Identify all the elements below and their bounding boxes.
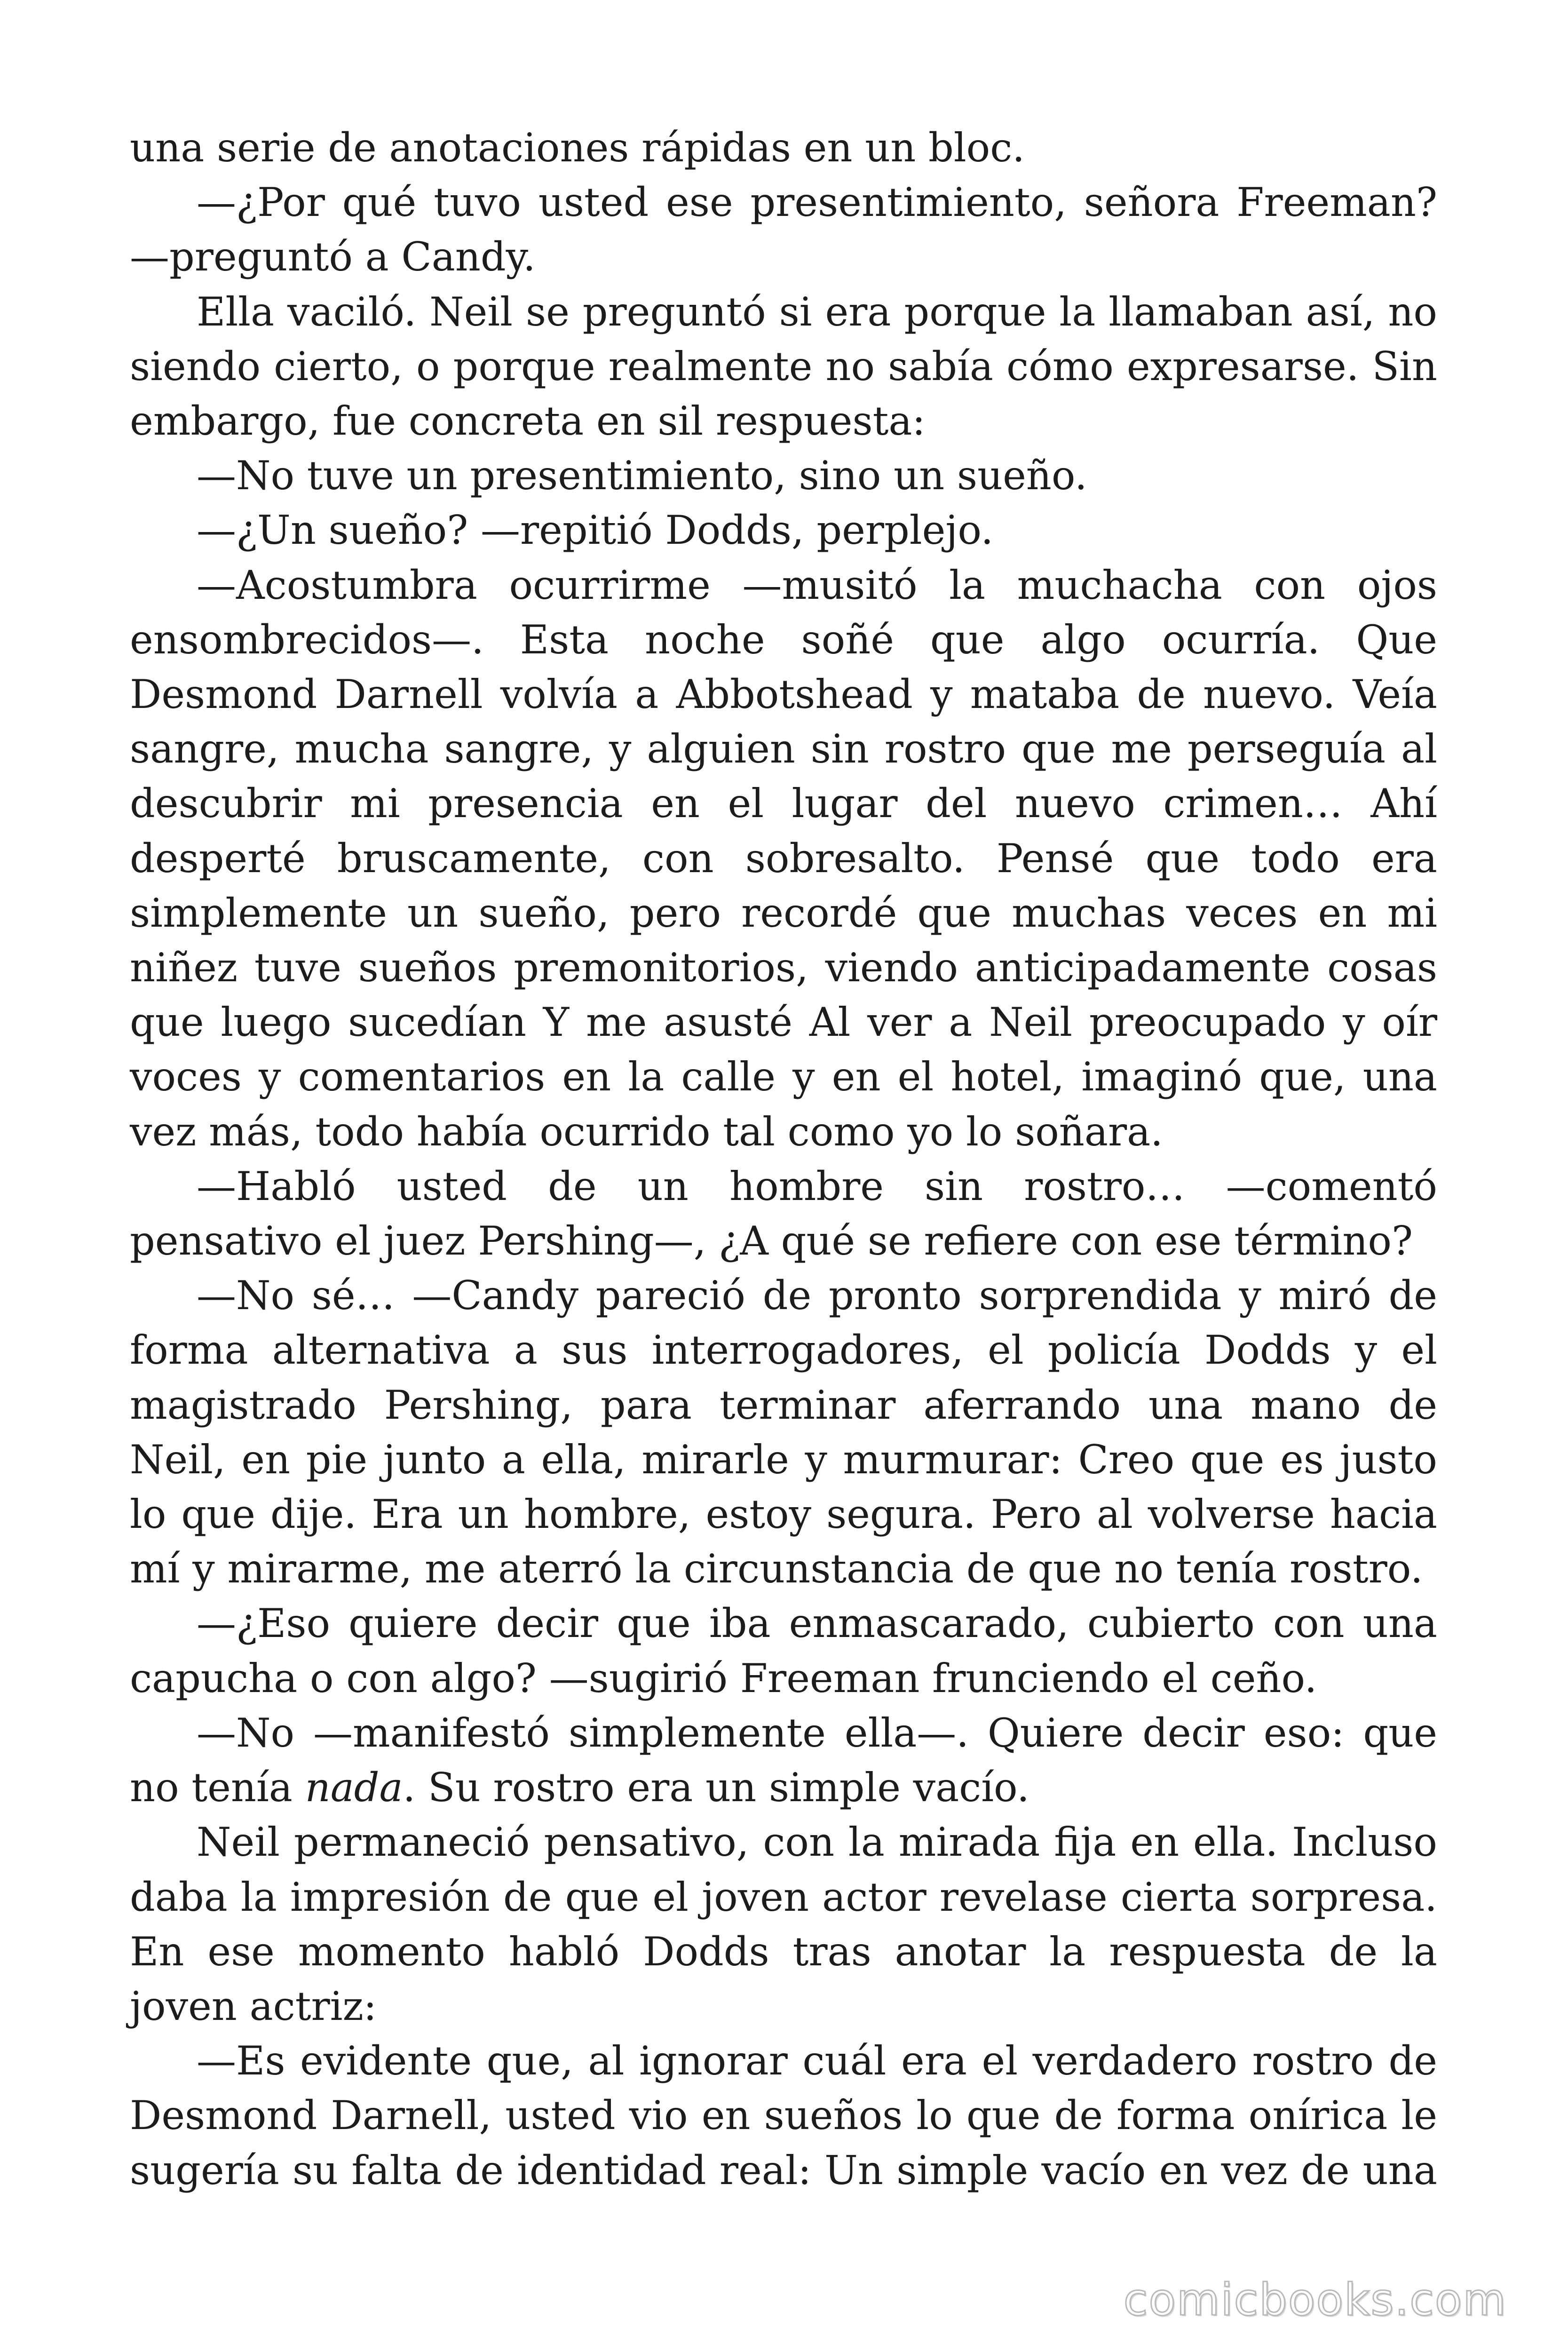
paragraph: —No tuve un presentimiento, sino un sueño. — [197, 453, 1087, 499]
paragraph: —Es evidente que, al ignorar cuál era el verdadero rostro de Desmond Darnell, usted vio en sueños lo que de forma onírica le sugería su falta de identidad real: Un simple vacío en vez de una — [130, 2038, 1437, 2193]
paragraph: Ella vaciló. Neil se preguntó si era porque la llamaban así, no siendo cierto, o porque realmente no sabía cómo expresarse. Sin embargo, fue concreta en sil respuesta: — [130, 288, 1437, 445]
paragraph: —¿Un sueño? —repitió Dodds, perplejo. — [197, 507, 994, 554]
paragraph: —No sé… —Candy pareció de pronto sorprendida y miró de forma alternativa a sus interrogadores, el policía Dodds y el magistrado Pershing, para terminar aferrando una mano de Neil, en pie junto a ella, mirarle y murmurar: Creo que es justo lo que dije. Era un hombre, estoy segura. Pero al volverse hacia mí y mirarme, me aterró la circunstancia de que no tenía rostro. — [130, 1272, 1437, 1592]
paragraph: Neil permaneció pensativo, con la mirada fija en ella. Incluso daba la impresión de que el joven actor revelase cierta sorpresa. En ese momento habló Dodds tras anotar la respuesta de la joven actriz: — [130, 1819, 1437, 2029]
watermark-logo: comicbooks.com — [1123, 2274, 1507, 2326]
paragraph: —Habló usted de un hombre sin rostro… —comentó pensativo el juez Pershing—, ¿A qué se refiere con ese término? — [130, 1163, 1437, 1264]
paragraph: —¿Por qué tuvo usted ese presentimiento, señora Freeman? —preguntó a Candy. — [130, 179, 1437, 280]
paragraph-text: . Su rostro era un simple vacío. — [403, 1764, 1029, 1811]
paragraph: —Acostumbra ocurrirme —musitó la muchacha con ojos ensombrecidos—. Esta noche soñé que algo ocurría. Que Desmond Darnell volvía a Abbotshead y mataba de nuevo. Veía sangre, mucha sangre, y alguien sin rostro que me perseguía al descubrir mi presencia en el lugar del nuevo crimen… Ahí desperté bruscamente, con sobresalto. Pensé que todo era simplemente un sueño, pero recordé que muchas veces en mi niñez tuve sueños premonitorios, viendo anticipadamente cosas que luego sucedían Y me asusté Al ver a Neil preocupado y oír voces y comentarios en la calle y en el hotel, imaginó que, una vez más, todo había ocurrido tal como yo lo soñara. — [130, 562, 1437, 1155]
emphasis-text: nada — [305, 1764, 403, 1811]
paragraph: una serie de anotaciones rápidas en un bloc. — [130, 125, 1025, 171]
paragraph: —¿Eso quiere decir que iba enmascarado, cubierto con una capucha o con algo? —sugirió Freeman frunciendo el ceño. — [130, 1600, 1437, 1701]
paragraph — [130, 1706, 1437, 1815]
book-page-text — [130, 120, 1437, 2198]
paragraph-text: —No —manifestó simplemente ella—. Quiere decir eso: que no tenía — [130, 1709, 1437, 1811]
